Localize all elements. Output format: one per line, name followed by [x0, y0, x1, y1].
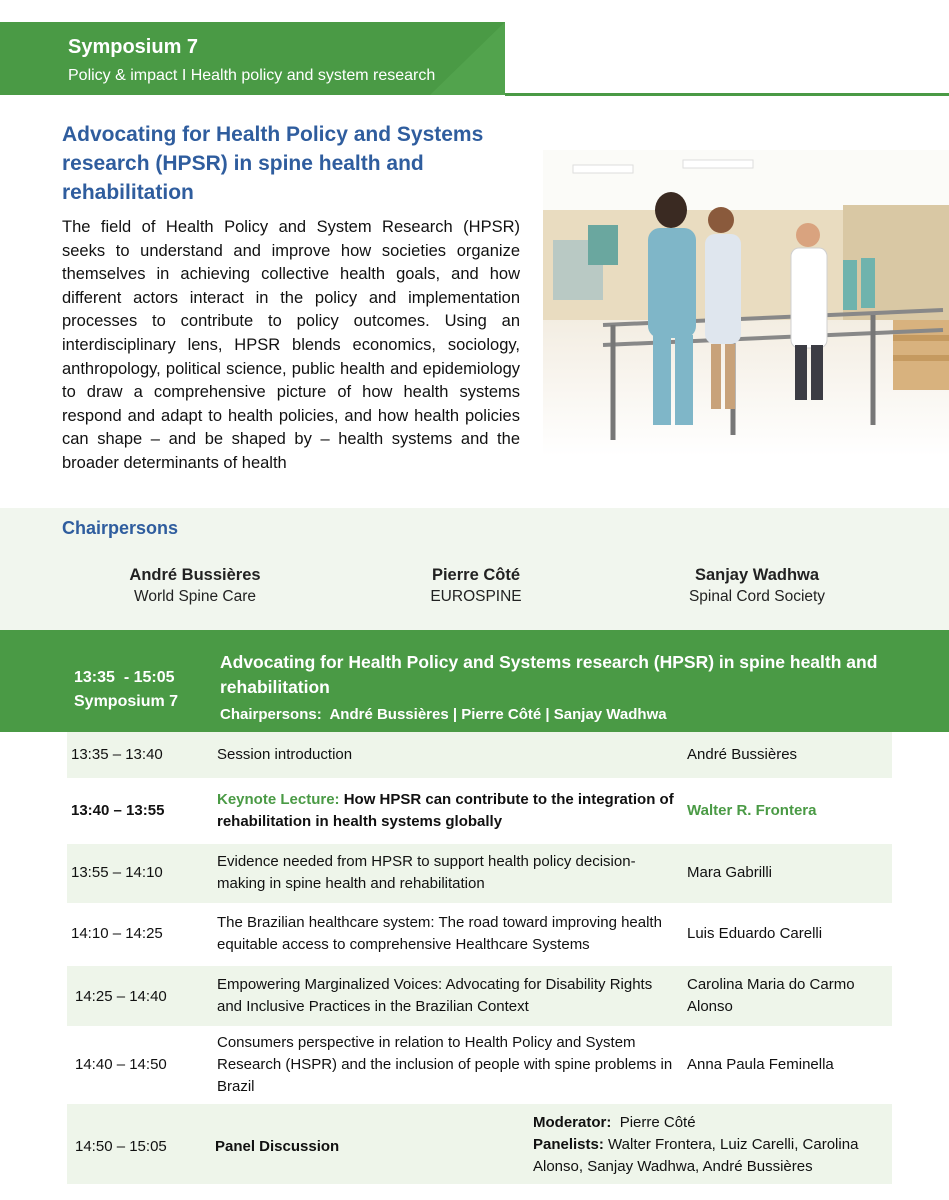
- table-row: [67, 1028, 892, 1104]
- chairperson-org: EUROSPINE: [430, 588, 522, 605]
- row-topic: The Brazilian healthcare system: The road toward improving health equitable access to comprehensive Healthcare Systems: [217, 914, 662, 953]
- row-topic: Panel Discussion: [215, 1138, 340, 1155]
- moderator-label: Moderator:: [533, 1114, 612, 1131]
- chairperson: [356, 566, 596, 606]
- banner-rule: [505, 93, 949, 96]
- chairpersons-heading: Chairpersons: [62, 518, 179, 538]
- program-time-block: [74, 666, 178, 714]
- row-speaker: André Bussières: [687, 746, 798, 763]
- rehabilitation-photo: [543, 150, 949, 456]
- table-row: [67, 905, 892, 966]
- table-row: [67, 1104, 892, 1186]
- row-topic: Consumers perspective in relation to Health Policy and System Research (HSPR) and the inclusion of people with spine problems in Brazil: [217, 1034, 673, 1095]
- row-speaker: Carolina Maria do Carmo Alonso: [687, 976, 855, 1015]
- row-time: 13:35 – 13:40: [71, 746, 163, 763]
- chairperson-name: Sanjay Wadhwa: [694, 566, 820, 584]
- table-row: [67, 732, 892, 780]
- keynote-topic: How HPSR can contribute to the integration of rehabilitation in health systems globally: [217, 791, 674, 830]
- banner-subtitle: Policy & impact I Health policy and system research: [68, 67, 436, 84]
- chairperson-org: Spinal Cord Society: [688, 588, 826, 605]
- row-speaker: Luis Eduardo Carelli: [687, 925, 823, 942]
- table-row: [67, 780, 892, 844]
- session-title: Advocating for Health Policy and Systems research (HPSR) in spine health and rehabilitation: [62, 123, 484, 204]
- chairperson-name: André Bussières: [129, 566, 261, 584]
- table-row: [67, 844, 892, 905]
- panelists-names: Walter Frontera, Luiz Carelli, Carolina Alonso, Sanjay Wadhwa, André Bussières: [533, 1136, 859, 1175]
- row-speaker: Mara Gabrilli: [687, 864, 773, 881]
- row-time: 14:25 – 14:40: [75, 988, 167, 1005]
- chairperson-name: Pierre Côté: [431, 566, 521, 584]
- program-time: 13:35 - 15:05: [74, 669, 175, 686]
- table-row: [67, 966, 892, 1028]
- banner-decoration: [430, 22, 505, 95]
- chairperson-org: World Spine Care: [133, 588, 257, 605]
- panelists-label: Panelists:: [533, 1136, 604, 1153]
- program-table: [67, 732, 892, 1186]
- row-speaker: Walter R. Frontera: [687, 802, 817, 819]
- row-time: 14:50 – 15:05: [75, 1138, 167, 1155]
- session-description: The field of Health Policy and System Research (HPSR) seeks to understand and improve how societies organize themselves in achieving collective health goals, and how different actors interact in the policy and implementation processes to contribute to policy outcomes. Using an interdisciplinary lens, HPSR blends economics, sociology, anthropology, political science, public health and epidemiology to draw a comprehensive picture of how health systems respond and adapt to health policies, and how health policies can shape – and be shaped by – health systems and the broader determinants of health: [62, 218, 520, 472]
- program-header: [0, 630, 949, 732]
- panel-details: [533, 1112, 888, 1178]
- row-time: 13:40 – 13:55: [71, 802, 165, 819]
- row-speaker: Anna Paula Feminella: [687, 1056, 834, 1073]
- row-time: 14:10 – 14:25: [71, 925, 163, 942]
- banner-title: Symposium 7: [68, 36, 199, 58]
- program-label: Symposium 7: [74, 693, 179, 710]
- chairperson: [75, 566, 315, 606]
- moderator-name: Pierre Côté: [619, 1114, 696, 1131]
- row-topic: Session introduction: [217, 746, 353, 763]
- program-chairs: Chairpersons: André Bussières | Pierre Côté | Sanjay Wadhwa: [220, 706, 667, 723]
- row-topic: [217, 789, 677, 833]
- row-topic: Empowering Marginalized Voices: Advocating for Disability Rights and Inclusive Practices in the Brazilian Context: [217, 976, 653, 1015]
- program-title: Advocating for Health Policy and Systems research (HPSR) in spine health and rehabilitation: [220, 652, 878, 697]
- row-time: 13:55 – 14:10: [71, 864, 163, 881]
- row-topic: Evidence needed from HPSR to support health policy decision-making in spine health and rehabilitation: [217, 853, 636, 892]
- keynote-label: Keynote Lecture:: [217, 791, 340, 808]
- row-time: 14:40 – 14:50: [75, 1056, 167, 1073]
- chairperson: [637, 566, 877, 606]
